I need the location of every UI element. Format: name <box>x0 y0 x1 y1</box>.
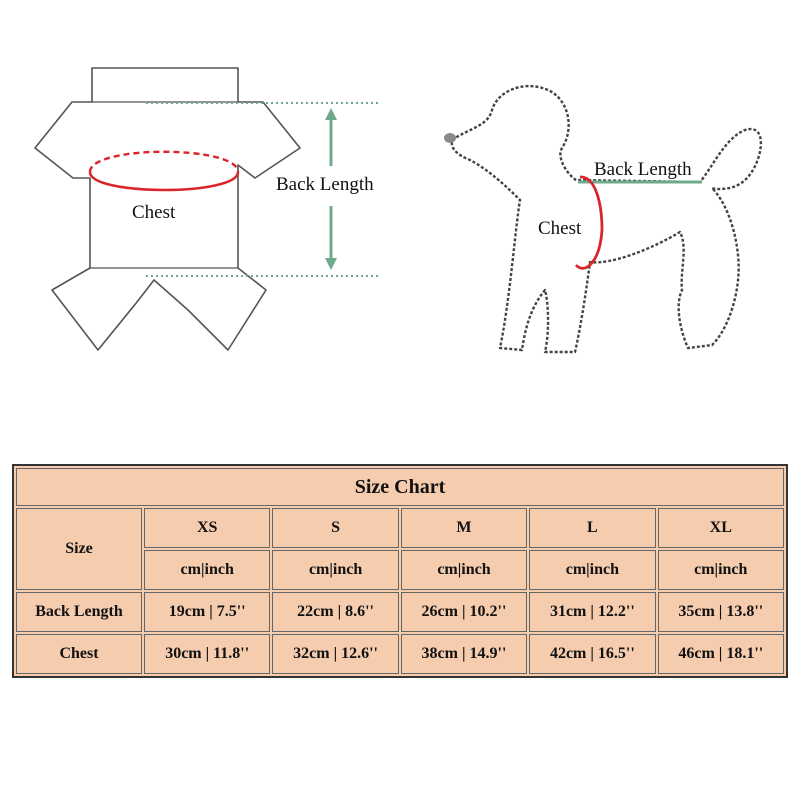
dog-outline <box>452 86 761 352</box>
unit-label-l: cm|inch <box>529 550 655 590</box>
row-label-chest: Chest <box>16 634 142 674</box>
size-label-s: S <box>272 508 398 548</box>
row-label-back-length: Back Length <box>16 592 142 632</box>
dog-illustration <box>444 86 761 352</box>
chest-l: 42cm | 16.5'' <box>529 634 655 674</box>
back-length-s: 22cm | 8.6'' <box>272 592 398 632</box>
dog-nose-icon <box>444 133 456 143</box>
garment-chest-label: Chest <box>132 202 176 223</box>
size-label-xs: XS <box>144 508 270 548</box>
chest-s: 32cm | 12.6'' <box>272 634 398 674</box>
size-chart-table <box>12 464 788 678</box>
unit-label-xs: cm|inch <box>144 550 270 590</box>
table-row <box>16 634 784 674</box>
chest-xs: 30cm | 11.8'' <box>144 634 270 674</box>
chest-m: 38cm | 14.9'' <box>401 634 527 674</box>
table-title: Size Chart <box>16 468 784 506</box>
unit-label-m: cm|inch <box>401 550 527 590</box>
unit-label-s: cm|inch <box>272 550 398 590</box>
back-length-l: 31cm | 12.2'' <box>529 592 655 632</box>
garment-illustration <box>35 68 380 350</box>
back-length-xl: 35cm | 13.8'' <box>658 592 784 632</box>
size-label-m: M <box>401 508 527 548</box>
size-label-xl: XL <box>658 508 784 548</box>
table-row <box>16 592 784 632</box>
size-chart-container <box>12 464 788 678</box>
size-label-l: L <box>529 508 655 548</box>
garment-back-length-label: Back Length <box>276 174 374 195</box>
dog-chest-label: Chest <box>538 218 582 239</box>
dog-back-length-label: Back Length <box>594 159 692 180</box>
back-length-m: 26cm | 10.2'' <box>401 592 527 632</box>
chest-xl: 46cm | 18.1'' <box>658 634 784 674</box>
back-length-xs: 19cm | 7.5'' <box>144 592 270 632</box>
size-header: Size <box>16 508 142 590</box>
unit-label-xl: cm|inch <box>658 550 784 590</box>
